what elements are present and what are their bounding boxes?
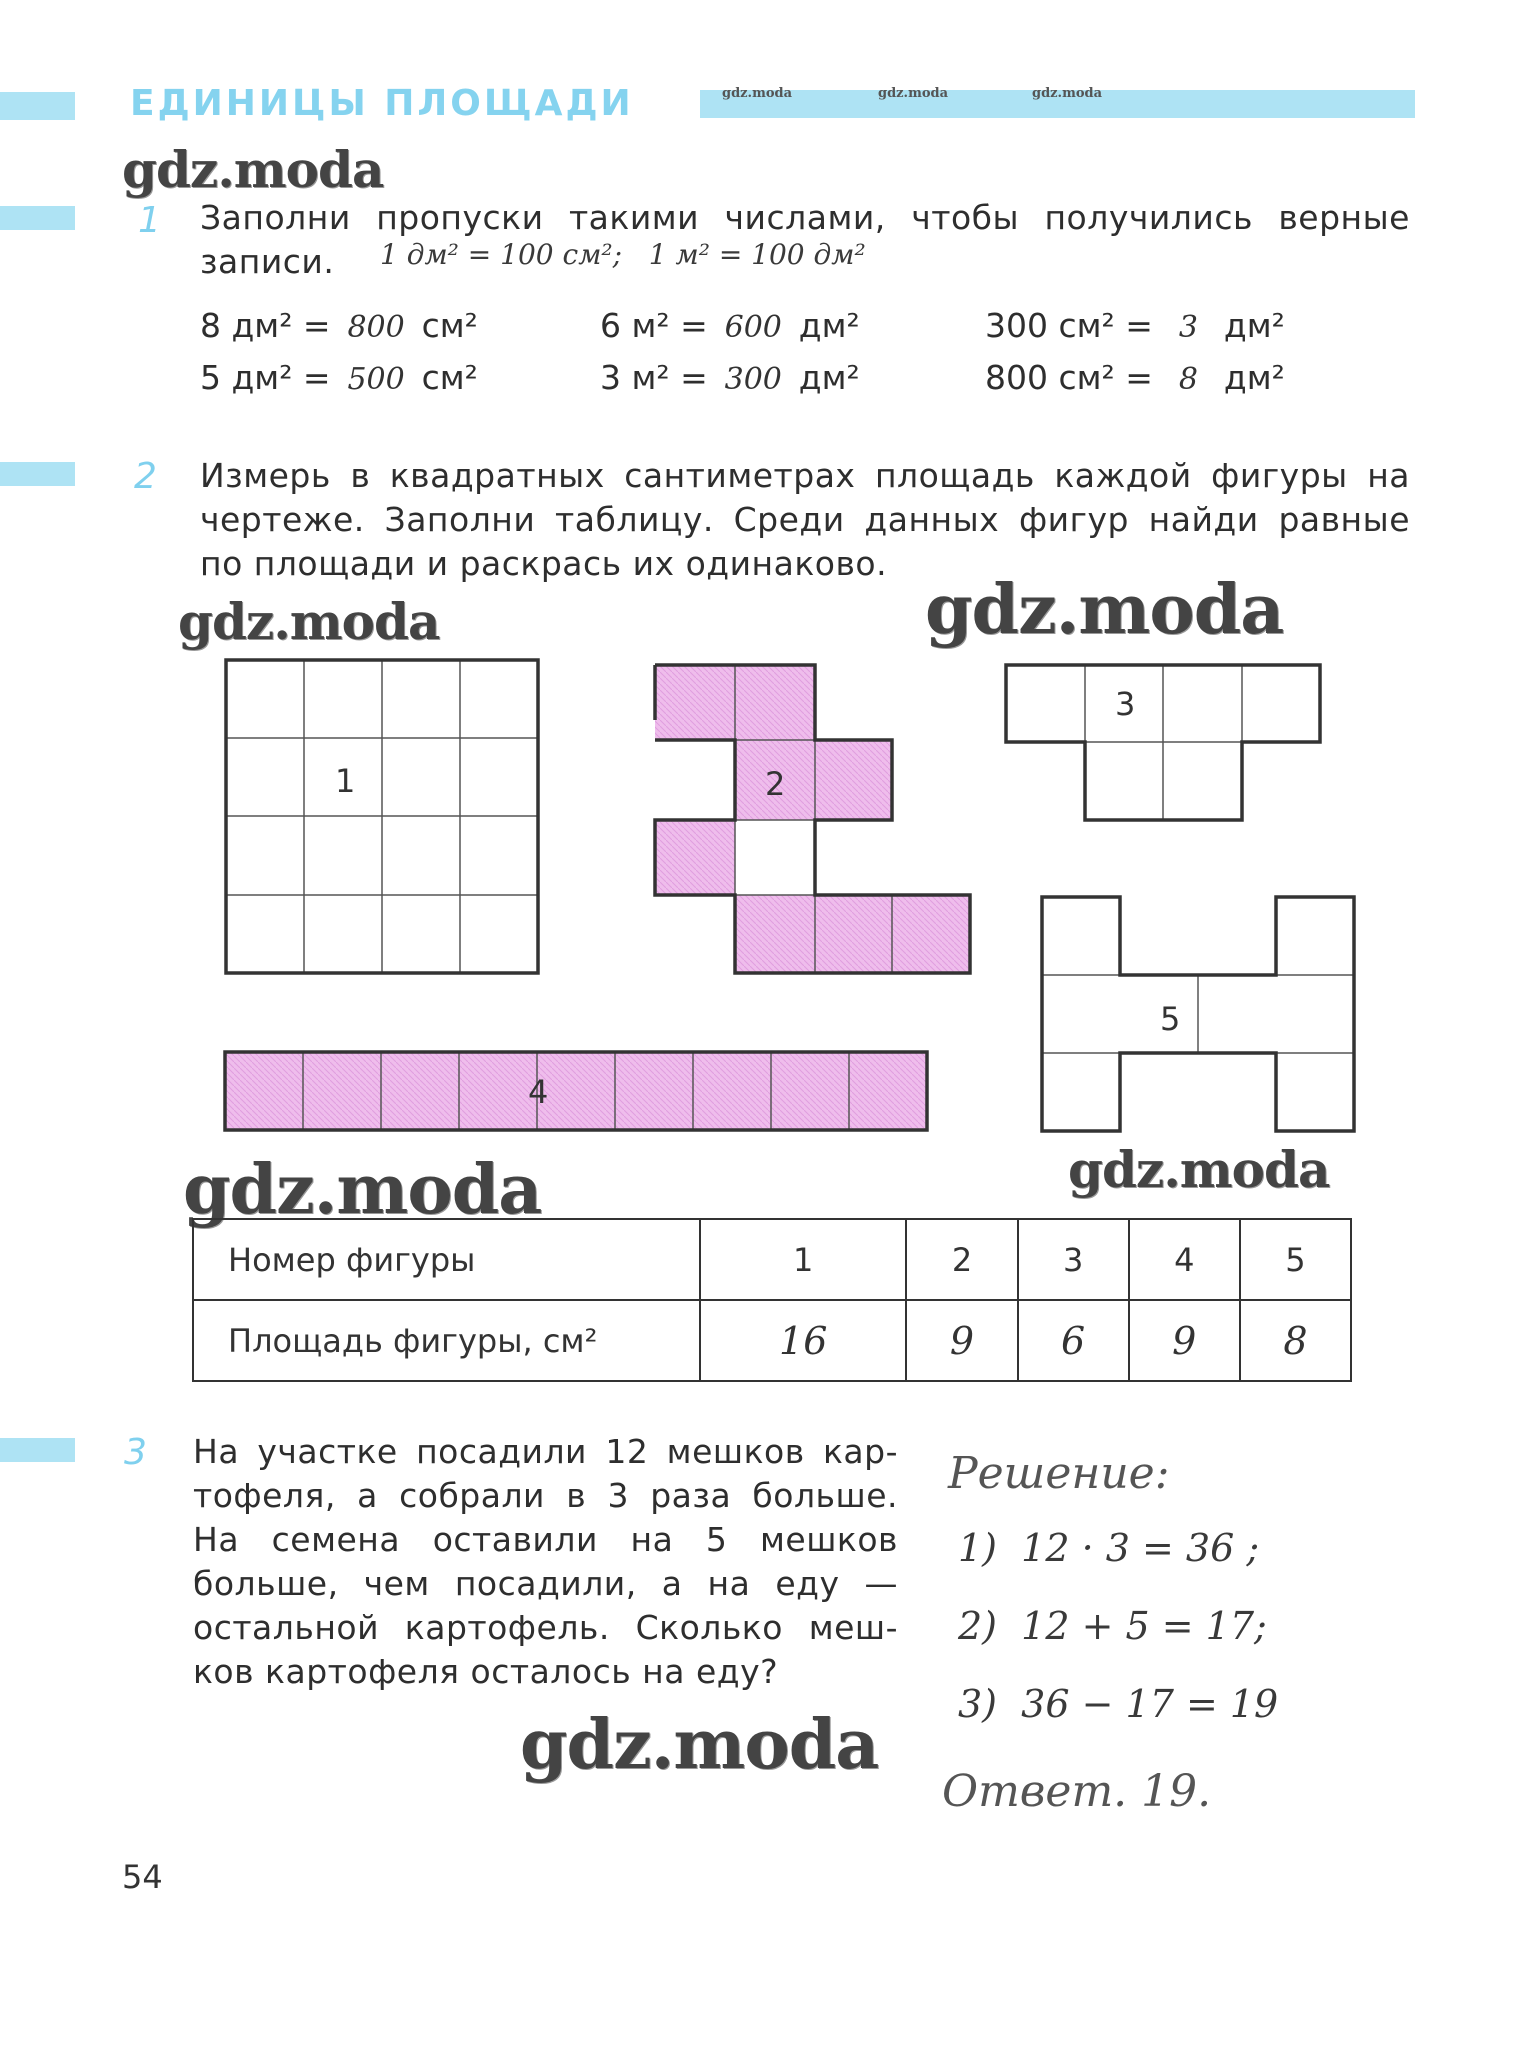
equation-left: 3 м² =	[600, 358, 708, 397]
task3-text-line4: больше, чем посадили, а на еду —	[193, 1564, 898, 1603]
equation-answer[interactable]: 300	[724, 362, 782, 397]
equation-right: дм²	[798, 358, 860, 397]
task1-text-line1: Заполни пропуски такими числами, чтобы получились верные	[200, 198, 1410, 237]
area-answer[interactable]: 16	[700, 1300, 906, 1381]
solution-step-3: 3) 36 − 17 = 19	[958, 1682, 1279, 1726]
task2-text-line1: Измерь в квадратных сантиметрах площадь каждой фигуры на	[200, 456, 1410, 495]
equation-right: дм²	[1223, 358, 1285, 397]
watermark-2: gdz.moda	[178, 592, 440, 651]
task2-text-line3: по площади и раскрась их одинаково.	[200, 544, 888, 583]
task2-number: 2	[134, 456, 157, 497]
table-cell: 3	[1018, 1219, 1129, 1300]
page-number: 54	[122, 1858, 163, 1896]
figure-5	[1042, 897, 1354, 1131]
task3-band	[0, 1438, 75, 1462]
equation-left: 8 дм² =	[200, 306, 331, 345]
figure-3-label: 3	[1115, 685, 1136, 723]
figure-4-label: 4	[528, 1073, 549, 1111]
table-cell: 2	[906, 1219, 1017, 1300]
task3-text-line1: На участке посадили 12 мешков кар-	[193, 1432, 898, 1471]
figure-5-label: 5	[1160, 1000, 1181, 1038]
task1-hint: 1 дм² = 100 см²; 1 м² = 100 дм²	[380, 238, 866, 271]
watermark-4: gdz.moda	[183, 1150, 542, 1230]
equation-answer[interactable]: 500	[347, 362, 405, 397]
area-answer[interactable]: 9	[1129, 1300, 1240, 1381]
equation-right: см²	[421, 306, 478, 345]
equation-left: 800 см² =	[985, 358, 1153, 397]
small-watermark-2: gdz.moda	[878, 86, 949, 101]
table-row	[193, 1300, 1351, 1381]
table-cell: 5	[1240, 1219, 1351, 1300]
equation-left: 300 см² =	[985, 306, 1153, 345]
task3-number: 3	[124, 1432, 147, 1473]
area-answer[interactable]: 9	[906, 1300, 1017, 1381]
task3-text-line6: ков картофеля осталось на еду?	[193, 1652, 779, 1691]
figure-2-label: 2	[765, 765, 786, 803]
task2-text-line2: чертеже. Заполни таблицу. Среди данных фигур найди равные	[200, 500, 1410, 539]
equation-right: см²	[421, 358, 478, 397]
table-cell: 4	[1129, 1219, 1240, 1300]
row-header-figure-number: Номер фигуры	[193, 1219, 700, 1300]
small-watermark-3: gdz.moda	[1032, 86, 1103, 101]
table-cell: 1	[700, 1219, 906, 1300]
figure-2	[655, 665, 970, 973]
equation-answer[interactable]: 600	[724, 310, 782, 345]
area-answer[interactable]: 8	[1240, 1300, 1351, 1381]
task1-text-line2: записи.	[200, 242, 335, 281]
equation-left: 6 м² =	[600, 306, 708, 345]
task3-text-line2: тофеля, а собрали в 3 раза больше.	[193, 1476, 898, 1515]
figure-4	[225, 1052, 927, 1130]
answer: Ответ. 19.	[942, 1766, 1212, 1817]
watermark-6: gdz.moda	[520, 1705, 879, 1785]
task3-text-line5: остальной картофель. Сколько меш-	[193, 1608, 898, 1647]
equation-left: 5 дм² =	[200, 358, 331, 397]
row-header-figure-area: Площадь фигуры, см²	[193, 1300, 700, 1381]
figure-1-label: 1	[335, 762, 356, 800]
solution-step-1: 1) 12 · 3 = 36 ;	[958, 1526, 1260, 1570]
solution-step-2: 2) 12 + 5 = 17;	[958, 1604, 1267, 1648]
figure-3	[1006, 665, 1320, 820]
figure-1	[226, 660, 538, 973]
results-table	[192, 1218, 1352, 1382]
task1-number: 1	[138, 200, 161, 241]
task3-text-line3: На семена оставили на 5 мешков	[193, 1520, 898, 1559]
watermark-5: gdz.moda	[1068, 1140, 1330, 1199]
table-row	[193, 1219, 1351, 1300]
equation-right: дм²	[798, 306, 860, 345]
area-answer[interactable]: 6	[1018, 1300, 1129, 1381]
solution-title: Решение:	[948, 1448, 1170, 1499]
section-title: ЕДИНИЦЫ ПЛОЩАДИ	[130, 83, 634, 124]
watermark-3: gdz.moda	[925, 570, 1284, 650]
watermark-1: gdz.moda	[122, 140, 384, 199]
small-watermark-1: gdz.moda	[722, 86, 793, 101]
equation-answer[interactable]: 800	[347, 310, 405, 345]
equation-answer[interactable]: 3	[1178, 310, 1198, 345]
equation-answer[interactable]: 8	[1178, 362, 1198, 397]
equation-right: дм²	[1223, 306, 1285, 345]
